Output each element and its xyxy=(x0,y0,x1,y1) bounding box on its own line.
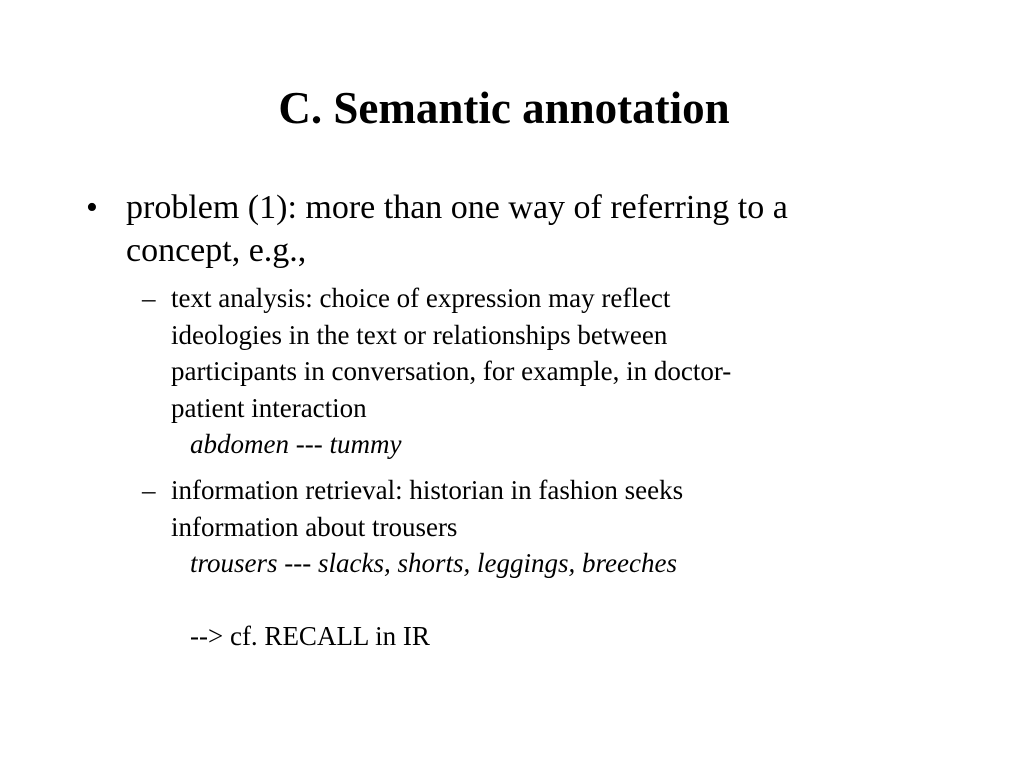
main-bullet xyxy=(86,186,926,272)
recall-note: --> cf. RECALL in IR xyxy=(190,621,430,651)
example-term: abdomen xyxy=(190,429,289,459)
slide-title: C. Semantic annotation xyxy=(278,83,730,133)
bullet-text-line: problem (1): more than one way of referring to a xyxy=(126,189,788,226)
spacer xyxy=(171,582,931,619)
example-separator: --- xyxy=(277,548,318,578)
sub-bullet-text-analysis xyxy=(142,280,931,463)
bullet-text-line: concept, e.g., xyxy=(126,232,307,269)
sub-bullet-line: ideologies in the text or relationships between xyxy=(171,319,668,350)
example-term: trousers xyxy=(190,548,278,578)
example-line xyxy=(171,545,931,582)
bullet-marker: • xyxy=(86,189,98,226)
example-synonyms: tummy xyxy=(329,429,402,459)
dash-marker: – xyxy=(142,283,156,313)
sub-bullet-line: text analysis: choice of expression may reflect xyxy=(171,283,671,313)
sub-bullet-line: patient interaction xyxy=(171,392,367,423)
dash-marker: – xyxy=(142,475,156,505)
sub-bullet-line: information retrieval: historian in fashion seeks xyxy=(171,475,684,505)
sub-bullet-line: information about trousers xyxy=(171,511,458,542)
sub-bullet-information-retrieval xyxy=(142,472,931,655)
example-synonyms: slacks, shorts, leggings, breeches xyxy=(318,548,677,578)
example-line xyxy=(171,426,931,463)
sub-bullet-line: participants in conversation, for example, in doctor- xyxy=(171,356,732,386)
example-separator: --- xyxy=(288,429,330,459)
